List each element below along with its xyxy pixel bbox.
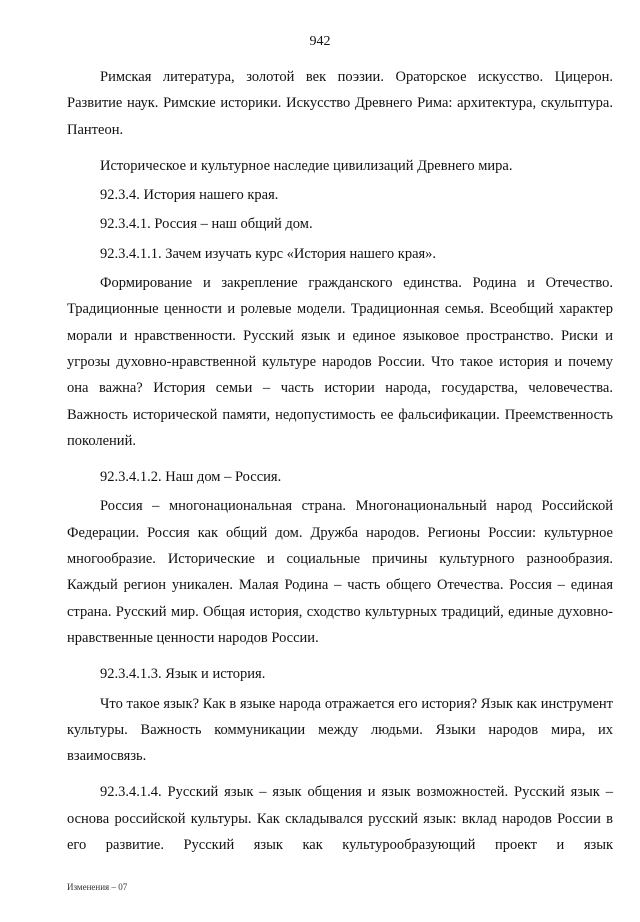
section-heading-russia-common-home: 92.3.4.1. Россия – наш общий дом. — [100, 216, 313, 233]
section-heading-local-history: 92.3.4. История нашего края. — [100, 187, 279, 204]
page-body — [67, 64, 613, 868]
paragraph-russian-language: 92.3.4.1.4. Русский язык – язык общения и язык возможностей. Русский язык – основа российской культуры. Как складывался русский язык: вклад народов России в его развитие. Русский язык как культурообразующий проект и язык — [67, 784, 613, 854]
paragraph-roman-culture: Римская литература, золотой век поэзии. Ораторское искусство. Цицерон. Развитие наук. Римские историки. Искусство Древнего Рима: архитектура, скульптура. Пантеон. — [67, 69, 613, 138]
paragraph-ancient-heritage: Историческое и культурное наследие цивилизаций Древнего мира. — [100, 157, 513, 174]
footer-revision-note: Изменения – 07 — [67, 882, 128, 892]
page-number: 942 — [309, 34, 331, 49]
paragraph-civic-unity: Формирование и закрепление гражданского единства. Родина и Отечество. Традиционные ценности и ролевые модели. Традиционная семья. Всеобщий характер морали и нравственности. Русский язык и единое языковое пространство. Риски и угрозы духовно-нравственной культуре народов России. Что такое история и почему она важна? История семьи – часть истории народа, государства, человечества. Важность исторической памяти, недопустимость ее фальсификации. Преемственность поколений. — [67, 275, 613, 449]
section-heading-language-history: 92.3.4.1.3. Язык и история. — [100, 666, 266, 683]
paragraph-what-is-language: Что такое язык? Как в языке народа отражается его история? Язык как инструмент культуры. Важность коммуникации между людьми. Языки народов мира, их взаимосвязь. — [67, 695, 613, 765]
paragraph-multinational-country: Россия – многонациональная страна. Многонациональный народ Российской Федерации. Россия как общий дом. Дружба народов. Регионы России: культурное многообразие. Исторические и социальные причины культурного разнообразия. Каждый регион уникален. Малая Родина – часть общего Отечества. Россия – единая страна. Русский мир. Общая история, сходство культурных традиций, единые духовно-нравственные ценности народов России. — [67, 498, 613, 646]
section-heading-why-study: 92.3.4.1.1. Зачем изучать курс «История нашего края». — [100, 245, 437, 262]
section-heading-our-home-russia: 92.3.4.1.2. Наш дом – Россия. — [100, 469, 282, 486]
